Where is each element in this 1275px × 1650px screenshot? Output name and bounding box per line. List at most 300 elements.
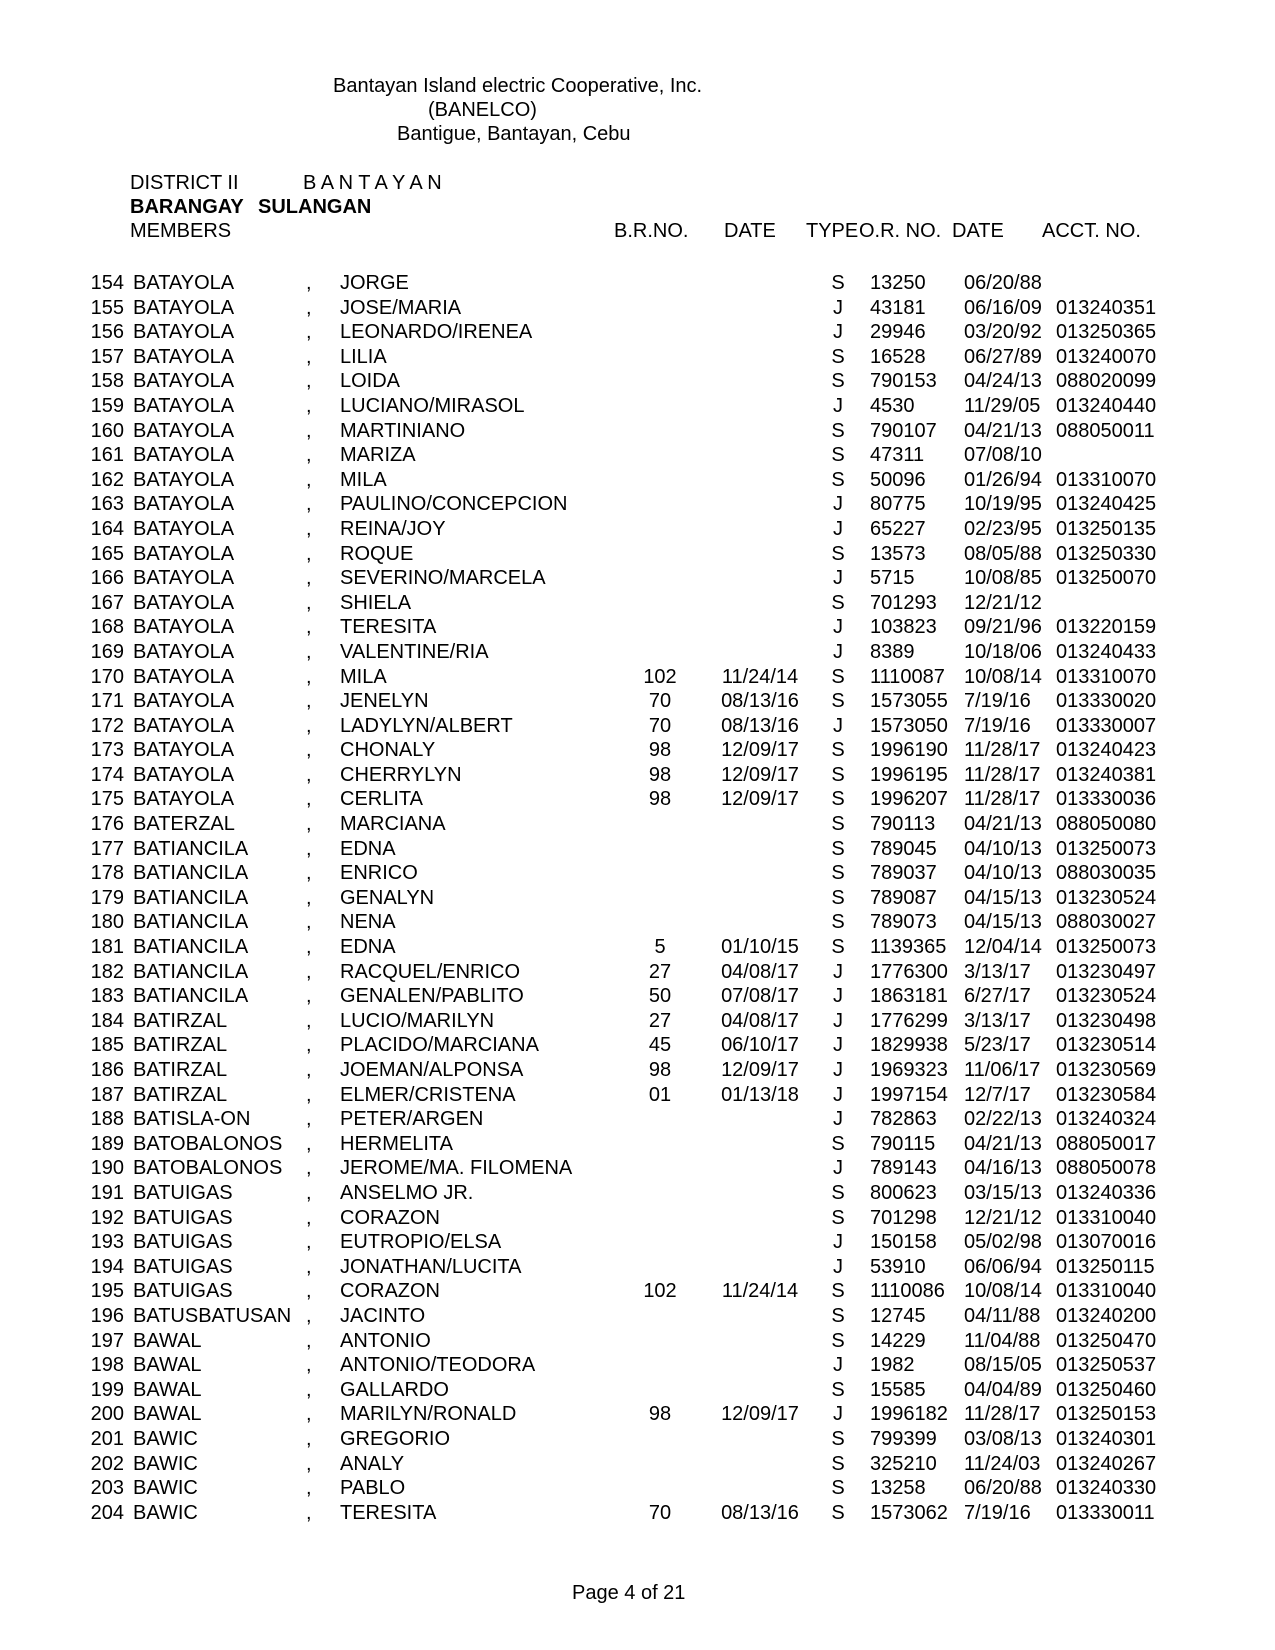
row-number: 202 [90,1452,124,1475]
table-row [0,935,1275,960]
last-name: BATUIGAS [133,1181,233,1204]
member-type: J [833,1108,843,1131]
first-name: SEVERINO/MARCELA [340,567,546,590]
last-name: BATAYOLA [133,567,235,590]
last-name: BATOBALONOS [133,1132,283,1155]
name-separator: , [306,468,312,491]
account-number: 013230524 [1056,886,1157,909]
first-name: EUTROPIO/ELSA [340,1231,502,1254]
name-separator: , [306,714,312,737]
or-date: 04/15/13 [964,886,1042,909]
last-name: BATAYOLA [133,394,235,417]
name-separator: , [306,1329,312,1352]
name-separator: , [306,1206,312,1229]
account-number: 013230497 [1056,960,1157,983]
table-row [0,1378,1275,1403]
row-number: 203 [90,1477,124,1500]
last-name: BATUIGAS [133,1255,233,1278]
member-type: S [831,1329,845,1352]
or-date: 09/21/96 [964,616,1042,639]
or-date: 02/22/13 [964,1108,1042,1131]
br-number: 01 [648,1083,672,1106]
account-number: 013240423 [1056,739,1157,762]
row-number: 189 [90,1132,124,1155]
or-number: 1996195 [870,763,948,786]
first-name: GENALYN [340,886,435,909]
or-date: 04/24/13 [964,370,1042,393]
last-name: BAWAL [133,1329,202,1352]
account-number: 013250115 [1056,1255,1155,1278]
last-name: BATAYOLA [133,517,235,540]
account-number: 013220159 [1056,616,1157,639]
or-date: 06/27/89 [964,345,1042,368]
or-number: 1997154 [870,1083,948,1106]
or-number: 65227 [870,517,926,540]
last-name: BATIANCILA [133,862,249,885]
or-date: 11/28/17 [964,788,1041,811]
table-row [0,984,1275,1009]
last-name: BATIRZAL [133,1059,228,1081]
or-date: 04/10/13 [964,862,1042,885]
or-date: 01/26/94 [964,468,1042,491]
row-number: 177 [90,837,124,860]
row-number: 191 [90,1181,124,1204]
table-row [0,1329,1275,1354]
br-number: 102 [643,1280,677,1303]
or-number: 8389 [870,640,915,663]
member-type: S [831,272,845,294]
member-type: J [833,640,843,663]
first-name: PETER/ARGEN [340,1108,484,1131]
name-separator: , [306,1354,312,1377]
member-type: J [833,714,843,737]
br-date: 08/13/16 [721,690,799,713]
last-name: BAWAL [133,1378,202,1401]
account-number: 013240200 [1056,1304,1157,1327]
row-number: 160 [90,419,124,442]
or-date: 12/21/12 [964,591,1042,614]
or-number: 790115 [870,1132,936,1155]
barangay-name: SULANGAN [258,196,372,218]
first-name: NENA [340,911,396,934]
first-name: ANALY [340,1452,405,1475]
or-date: 04/21/13 [964,419,1042,442]
page-number: Page 4 of 21 [572,1582,686,1604]
account-number: 013330011 [1056,1501,1155,1524]
last-name: BATAYOLA [133,591,235,614]
row-number: 204 [90,1501,124,1524]
first-name: GALLARDO [340,1378,449,1401]
name-separator: , [306,345,312,368]
or-date: 02/23/95 [964,517,1042,540]
first-name: ANTONIO [340,1329,431,1352]
first-name: PAULINO/CONCEPCION [340,493,568,516]
table-row [0,369,1275,394]
name-separator: , [306,1501,312,1524]
or-date: 03/08/13 [964,1427,1042,1450]
br-date: 06/10/17 [721,1034,799,1057]
br-date: 11/24/14 [721,1280,799,1303]
name-separator: , [306,272,312,294]
member-type: S [831,665,845,688]
last-name: BATAYOLA [133,640,235,663]
name-separator: , [306,690,312,713]
org-abbreviation: (BANELCO) [428,99,537,121]
last-name: BATUSBATUSAN [133,1304,292,1327]
br-number: 102 [643,665,677,688]
br-number: 98 [648,739,672,762]
name-separator: , [306,1477,312,1500]
br-number: 98 [648,763,672,786]
row-number: 167 [90,591,124,614]
member-type: S [831,444,845,467]
or-number: 789087 [870,886,937,909]
or-date: 12/04/14 [964,936,1042,959]
name-separator: , [306,862,312,885]
account-number: 013330036 [1056,788,1157,811]
col-or-date: DATE [952,220,1004,242]
last-name: BATAYOLA [133,370,235,393]
last-name: BATAYOLA [133,345,235,368]
table-row [0,1156,1275,1181]
row-number: 196 [90,1304,124,1327]
table-row [0,492,1275,517]
or-number: 13250 [870,272,926,294]
row-number: 166 [90,567,124,590]
or-number: 789037 [870,862,937,885]
table-row [0,787,1275,812]
or-number: 15585 [870,1378,926,1401]
last-name: BATIANCILA [133,936,249,959]
name-separator: , [306,1255,312,1278]
br-number: 70 [648,690,672,713]
name-separator: , [306,936,312,959]
row-number: 184 [90,1009,124,1032]
row-number: 178 [90,862,124,885]
account-number: 013250330 [1056,542,1157,565]
member-type: S [831,788,845,811]
or-date: 04/10/13 [964,837,1042,860]
row-number: 183 [90,985,124,1008]
br-number: 70 [648,1501,672,1524]
member-type: J [833,394,843,417]
account-number: 013240425 [1056,493,1157,516]
first-name: LOIDA [340,370,401,393]
member-type: S [831,763,845,786]
first-name: JOEMAN/ALPONSA [340,1059,524,1081]
table-row [0,320,1275,345]
member-type: S [831,1501,845,1524]
member-type: S [831,1280,845,1303]
member-type: S [831,936,845,959]
member-type: J [833,1083,843,1106]
or-date: 04/04/89 [964,1378,1042,1401]
account-number: 088050017 [1056,1132,1157,1155]
member-type: S [831,911,845,934]
last-name: BATAYOLA [133,690,235,713]
or-number: 701293 [870,591,937,614]
member-type: J [833,1231,843,1254]
or-number: 103823 [870,616,937,639]
table-row [0,1033,1275,1058]
account-number: 013250073 [1056,936,1157,959]
member-type: J [833,493,843,516]
row-number: 165 [90,542,124,565]
br-date: 04/08/17 [721,1009,799,1032]
table-row [0,542,1275,567]
row-number: 176 [90,813,124,836]
first-name: MILA [340,468,387,491]
or-number: 13573 [870,542,926,565]
name-separator: , [306,1403,312,1426]
row-number: 174 [90,763,124,786]
account-number: 013240301 [1056,1427,1157,1450]
member-type: S [831,1206,845,1229]
or-date: 11/29/05 [964,394,1041,417]
last-name: BATIANCILA [133,837,249,860]
member-type: J [833,567,843,590]
br-date: 01/10/15 [721,936,799,959]
or-date: 11/24/03 [964,1452,1041,1475]
row-number: 181 [90,936,124,959]
or-date: 10/19/95 [964,493,1042,516]
or-date: 3/13/17 [964,1009,1031,1032]
row-number: 173 [90,739,124,762]
last-name: BATIANCILA [133,911,249,934]
account-number: 013230498 [1056,1009,1157,1032]
table-row [0,886,1275,911]
or-number: 1969323 [870,1059,948,1081]
or-date: 10/08/14 [964,665,1042,688]
first-name: REINA/JOY [340,517,446,540]
or-number: 80775 [870,493,926,516]
name-separator: , [306,542,312,565]
account-number: 013240381 [1056,763,1157,786]
table-row [0,468,1275,493]
first-name: RACQUEL/ENRICO [340,960,521,983]
account-number: 013250153 [1056,1403,1157,1426]
or-date: 07/08/10 [964,444,1042,467]
first-name: CORAZON [340,1280,440,1303]
or-date: 06/20/88 [964,272,1042,294]
br-number: 27 [648,1009,672,1032]
district-label: DISTRICT II [130,172,239,194]
account-number: 013310070 [1056,665,1157,688]
first-name: EDNA [340,936,396,959]
or-number: 29946 [870,321,926,344]
account-number: 013240433 [1056,640,1157,663]
first-name: JOSE/MARIA [340,296,462,319]
account-number: 013230514 [1056,1034,1157,1057]
br-date: 12/09/17 [721,763,799,786]
last-name: BATAYOLA [133,444,235,467]
district-town: B A N T A Y A N [303,172,442,194]
account-number: 088050078 [1056,1157,1157,1180]
account-number: 013240351 [1056,296,1157,319]
last-name: BATIRZAL [133,1009,228,1032]
first-name: MARCIANA [340,813,446,836]
first-name: MILA [340,665,387,688]
last-name: BATIANCILA [133,960,249,983]
br-number: 70 [648,714,672,737]
name-separator: , [306,1059,312,1081]
name-separator: , [306,1304,312,1327]
row-number: 168 [90,616,124,639]
last-name: BATAYOLA [133,788,235,811]
name-separator: , [306,739,312,762]
row-number: 171 [90,690,124,713]
row-number: 163 [90,493,124,516]
account-number: 013230569 [1056,1059,1157,1081]
account-number: 013330020 [1056,690,1157,713]
or-date: 7/19/16 [964,714,1031,737]
row-number: 186 [90,1059,124,1081]
or-date: 03/15/13 [964,1181,1042,1204]
or-date: 11/28/17 [964,739,1041,762]
row-number: 159 [90,394,124,417]
table-row [0,1427,1275,1452]
account-number: 013230584 [1056,1083,1157,1106]
name-separator: , [306,419,312,442]
name-separator: , [306,665,312,688]
barangay-label: BARANGAY [130,196,244,218]
or-number: 1573050 [870,714,948,737]
row-number: 175 [90,788,124,811]
row-number: 200 [90,1403,124,1426]
or-date: 11/28/17 [964,763,1041,786]
or-number: 701298 [870,1206,937,1229]
or-date: 3/13/17 [964,960,1031,983]
or-number: 12745 [870,1304,926,1327]
or-number: 43181 [870,296,926,319]
or-date: 6/27/17 [964,985,1031,1008]
first-name: JEROME/MA. FILOMENA [340,1157,573,1180]
last-name: BATIRZAL [133,1083,228,1106]
or-date: 10/18/06 [964,640,1042,663]
last-name: BATAYOLA [133,419,235,442]
or-date: 11/06/17 [964,1059,1041,1081]
or-date: 04/15/13 [964,911,1042,934]
member-type: J [833,1157,843,1180]
table-row [0,910,1275,935]
row-number: 162 [90,468,124,491]
or-number: 1573055 [870,690,948,713]
last-name: BAWIC [133,1477,198,1500]
row-number: 155 [90,296,124,319]
or-number: 1573062 [870,1501,948,1524]
br-date: 07/08/17 [721,985,799,1008]
or-number: 16528 [870,345,926,368]
name-separator: , [306,1083,312,1106]
member-list [0,271,1275,1525]
table-row [0,345,1275,370]
or-number: 1829938 [870,1034,948,1057]
row-number: 172 [90,714,124,737]
or-date: 04/21/13 [964,1132,1042,1155]
name-separator: , [306,1132,312,1155]
table-row [0,763,1275,788]
table-row [0,1476,1275,1501]
table-row [0,566,1275,591]
or-number: 5715 [870,567,915,590]
table-row [0,837,1275,862]
account-number: 088030035 [1056,862,1157,885]
member-type: S [831,690,845,713]
member-type: S [831,345,845,368]
table-row [0,812,1275,837]
member-type: S [831,542,845,565]
table-row [0,1083,1275,1108]
org-name: Bantayan Island electric Cooperative, Inc. [333,75,703,97]
table-row [0,1058,1275,1083]
name-separator: , [306,493,312,516]
name-separator: , [306,813,312,836]
or-number: 14229 [870,1329,926,1352]
or-number: 790107 [870,419,937,442]
row-number: 194 [90,1255,124,1278]
br-number: 98 [648,1059,672,1081]
table-row [0,1304,1275,1329]
table-row [0,665,1275,690]
name-separator: , [306,370,312,393]
member-type: J [833,1034,843,1057]
br-date: 12/09/17 [721,739,799,762]
or-number: 1776300 [870,960,948,983]
br-date: 08/13/16 [721,714,799,737]
name-separator: , [306,1181,312,1204]
or-number: 1982 [870,1354,915,1377]
member-type: J [833,960,843,983]
member-type: J [833,616,843,639]
name-separator: , [306,1157,312,1180]
or-date: 06/16/09 [964,296,1042,319]
first-name: VALENTINE/RIA [340,640,489,663]
account-number: 013250070 [1056,567,1157,590]
or-date: 05/02/98 [964,1231,1042,1254]
row-number: 161 [90,444,124,467]
account-number: 088050080 [1056,813,1157,836]
first-name: ENRICO [340,862,418,885]
first-name: TERESITA [340,1501,437,1524]
first-name: GENALEN/PABLITO [340,985,524,1008]
account-number: 013240324 [1056,1108,1157,1131]
or-number: 1863181 [870,985,948,1008]
or-date: 7/19/16 [964,690,1031,713]
br-date: 04/08/17 [721,960,799,983]
row-number: 156 [90,321,124,344]
last-name: BATAYOLA [133,296,235,319]
account-number: 013240070 [1056,345,1157,368]
br-number: 27 [648,960,672,983]
member-type: S [831,1378,845,1401]
last-name: BATERZAL [133,813,235,836]
col-date: DATE [724,220,776,242]
member-type: S [831,862,845,885]
table-row [0,1452,1275,1477]
row-number: 193 [90,1231,124,1254]
account-number: 013250537 [1056,1354,1157,1377]
member-type: S [831,1452,845,1475]
member-type: J [833,1009,843,1032]
first-name: JACINTO [340,1304,426,1327]
br-number: 5 [654,936,666,959]
br-date: 11/24/14 [721,665,799,688]
table-row [0,517,1275,542]
name-separator: , [306,985,312,1008]
first-name: EDNA [340,837,396,860]
br-date: 01/13/18 [721,1083,799,1106]
member-type: J [833,985,843,1008]
